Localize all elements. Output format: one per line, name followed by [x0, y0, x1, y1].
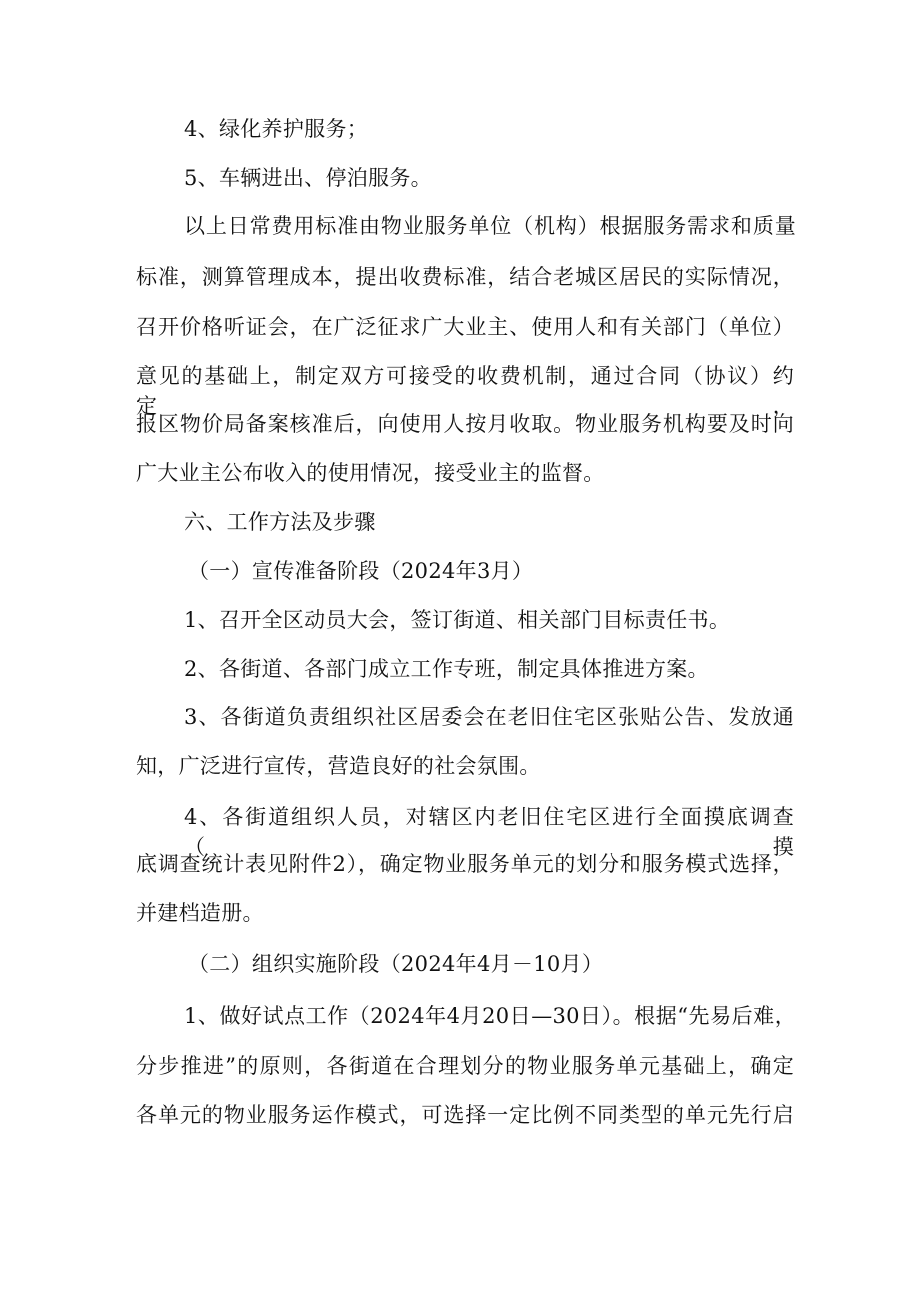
list-item: 3、各街道负责组织社区居委会在老旧住宅区张贴公告、发放通: [184, 705, 794, 729]
list-item: 1、召开全区动员大会，签订街道、相关部门目标责任书。: [184, 608, 731, 632]
section-heading: 六、工作方法及步骤: [184, 510, 376, 534]
subsection-heading: （一）宣传准备阶段（2024年3月）: [188, 559, 534, 583]
subsection-heading: （二）组织实施阶段（2024年4月－10月）: [188, 952, 604, 976]
list-item: 4、各街道组织人员，对辖区内老旧住宅区进行全面摸底调查（摸: [184, 805, 794, 859]
paragraph-line: 标准，测算管理成本，提出收费标准，结合老城区居民的实际情况，: [136, 265, 794, 289]
list-item-continuation: 各单元的物业服务运作模式，可选择一定比例不同类型的单元先行启: [136, 1103, 794, 1127]
paragraph-line: 召开价格听证会，在广泛征求广大业主、使用人和有关部门（单位）: [136, 315, 794, 339]
list-item: 2、各街道、各部门成立工作专班，制定具体推进方案。: [184, 657, 709, 681]
paragraph-line: 广大业主公布收入的使用情况，接受业主的监督。: [136, 461, 605, 485]
list-item-continuation: 底调查统计表见附件2），确定物业服务单元的划分和服务模式选择，: [136, 852, 794, 876]
list-item-continuation: 并建档造册。: [136, 901, 264, 925]
list-item-continuation: 知，广泛进行宣传，营造良好的社会氛围。: [136, 754, 541, 778]
list-item-greening: 4、绿化养护服务；: [184, 117, 369, 141]
list-item: 1、做好试点工作（2024年4月20日—30日）。根据“先易后难，: [184, 1004, 796, 1028]
list-item-vehicles: 5、车辆进出、停泊服务。: [184, 166, 432, 190]
paragraph-line: 以上日常费用标准由物业服务单位（机构）根据服务需求和质量: [184, 214, 796, 238]
list-item-continuation: 分步推进”的原则，各街道在合理划分的物业服务单元基础上，确定: [136, 1054, 794, 1078]
paragraph-line: 意见的基础上，制定双方可接受的收费机制，通过合同（协议）约定，: [136, 364, 794, 418]
paragraph-line: 报区物价局备案核准后，向使用人按月收取。物业服务机构要及时向: [136, 412, 794, 436]
